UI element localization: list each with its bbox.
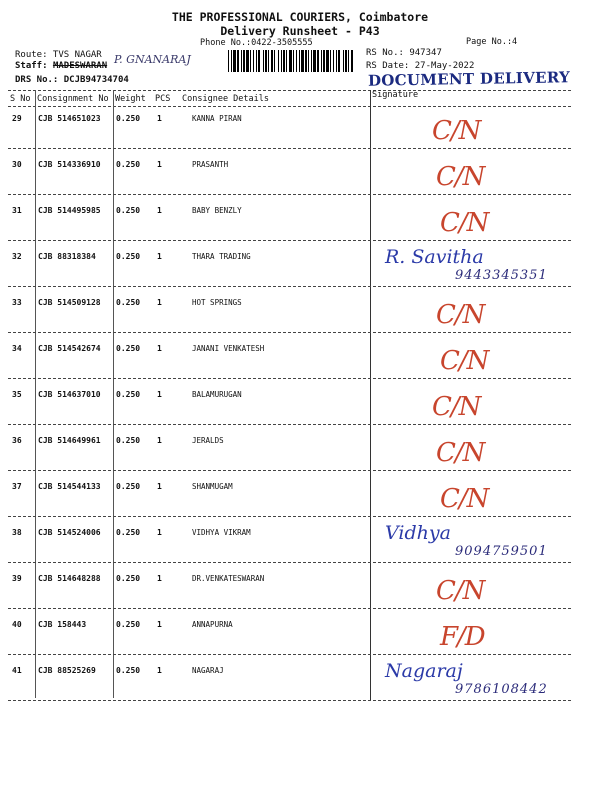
row-pcs: 1: [157, 436, 162, 445]
barcode-bar: [268, 50, 269, 72]
barcode-bar: [333, 50, 334, 72]
barcode-bar: [253, 50, 254, 72]
row-separator: [8, 700, 571, 701]
barcode-bar: [258, 50, 260, 72]
row-weight: 0.250: [116, 114, 141, 123]
row-sno: 38: [12, 528, 22, 537]
row-consignment-no: CJB 514544133: [38, 482, 101, 491]
col-header-pcs: PCS: [155, 94, 171, 104]
row-separator: [8, 424, 571, 425]
row-signature-mark: C/N: [436, 162, 485, 192]
row-signature-mark: C/N: [432, 392, 481, 422]
row-consignment-no: CJB 514651023: [38, 114, 101, 123]
barcode-bar: [243, 50, 245, 72]
row-consignment-no: CJB 514524006: [38, 528, 101, 537]
row-signature-mark: C/N: [436, 438, 485, 468]
row-consignment-no: CJB 514542674: [38, 344, 101, 353]
runsheet-title: Delivery Runsheet - P43: [220, 24, 380, 38]
row-weight: 0.250: [116, 620, 141, 629]
row-pcs: 1: [157, 298, 162, 307]
page-number: Page No.:4: [466, 37, 518, 47]
row-consignee: JANANI VENKATESH: [192, 344, 265, 353]
col-divider-2: [113, 90, 114, 698]
row-consignment-no: CJB 514648288: [38, 574, 101, 583]
row-consignee: VIDHYA VIKRAM: [192, 528, 251, 537]
row-separator: [8, 332, 571, 333]
barcode-bar: [343, 50, 344, 72]
barcode-bar: [336, 50, 337, 72]
drs-number: DRS No.: DCJB94734704: [15, 75, 129, 85]
row-pcs: 1: [157, 482, 162, 491]
row-sno: 32: [12, 252, 22, 261]
barcode-bar: [289, 50, 292, 72]
barcode-bar: [308, 50, 309, 72]
row-weight: 0.250: [116, 252, 141, 261]
barcode-bar: [313, 50, 316, 72]
barcode-bar: [233, 50, 236, 72]
row-signature-mark: C/N: [440, 346, 489, 376]
row-sno: 39: [12, 574, 22, 583]
row-separator: [8, 378, 571, 379]
row-signature-name: Nagaraj: [385, 660, 463, 682]
barcode-bar: [250, 50, 251, 72]
barcode-bar: [326, 50, 329, 72]
row-signature-name: Vidhya: [385, 522, 451, 544]
barcode-bar: [241, 50, 242, 72]
row-weight: 0.250: [116, 344, 141, 353]
barcode-bar: [293, 50, 294, 72]
row-pcs: 1: [157, 620, 162, 629]
row-consignee: BABY BENZLY: [192, 206, 242, 215]
barcode-bar: [246, 50, 249, 72]
row-sno: 31: [12, 206, 22, 215]
row-signature-mark: C/N: [436, 576, 485, 606]
row-consignment-no: CJB 514495985: [38, 206, 101, 215]
row-consignee: PRASANTH: [192, 160, 229, 169]
barcode-bar: [265, 50, 267, 72]
row-signature-mark: C/N: [432, 116, 481, 146]
row-signature-phone: 9786108442: [455, 682, 548, 697]
barcode-image: [228, 50, 354, 72]
barcode-bar: [338, 50, 340, 72]
row-pcs: 1: [157, 528, 162, 537]
row-pcs: 1: [157, 574, 162, 583]
row-weight: 0.250: [116, 574, 141, 583]
row-consignment-no: CJB 158443: [38, 620, 87, 629]
row-sno: 35: [12, 390, 22, 399]
row-separator: [8, 562, 571, 563]
row-consignment-no: CJB 514637010: [38, 390, 101, 399]
rs-date: RS Date: 27-May-2022: [366, 61, 475, 71]
barcode-bar: [345, 50, 347, 72]
row-signature-phone: 9443345351: [455, 268, 548, 283]
header-top-rule: [8, 90, 571, 91]
row-consignee: KANNA PIRAN: [192, 114, 242, 123]
staff-handwritten-name: P. GNANARAJ: [114, 53, 191, 66]
barcode-bar: [311, 50, 312, 72]
row-separator: [8, 654, 571, 655]
row-weight: 0.250: [116, 390, 141, 399]
row-signature-mark: C/N: [440, 208, 489, 238]
row-pcs: 1: [157, 252, 162, 261]
phone-number: Phone No.:0422-3505555: [200, 38, 313, 48]
row-pcs: 1: [157, 114, 162, 123]
barcode-bar: [271, 50, 273, 72]
row-consignment-no: CJB 514336910: [38, 160, 101, 169]
row-sno: 34: [12, 344, 22, 353]
row-consignment-no: CJB 514649961: [38, 436, 101, 445]
row-consignee: ANNAPURNA: [192, 620, 233, 629]
row-consignee: JERALDS: [192, 436, 224, 445]
row-weight: 0.250: [116, 298, 141, 307]
barcode-bar: [278, 50, 279, 72]
row-weight: 0.250: [116, 666, 141, 675]
barcode-bar: [348, 50, 349, 72]
row-separator: [8, 194, 571, 195]
barcode-bar: [305, 50, 307, 72]
barcode-bar: [256, 50, 257, 72]
row-consignment-no: CJB 514509128: [38, 298, 101, 307]
header-bottom-rule: [8, 106, 571, 107]
col-header-sno: S No: [10, 94, 31, 104]
barcode-bar: [228, 50, 229, 72]
col-header-weight: Weight: [115, 94, 146, 104]
row-sno: 33: [12, 298, 22, 307]
barcode-bar: [237, 50, 239, 72]
row-sno: 40: [12, 620, 22, 629]
col-header-signature: Signature: [372, 90, 419, 100]
row-consignee: BALAMURUGAN: [192, 390, 242, 399]
barcode-bar: [286, 50, 287, 72]
row-weight: 0.250: [116, 482, 141, 491]
row-separator: [8, 148, 571, 149]
row-sno: 41: [12, 666, 22, 675]
barcode-bar: [274, 50, 275, 72]
row-consignment-no: CJB 88525269: [38, 666, 96, 675]
row-weight: 0.250: [116, 206, 141, 215]
staff-label-text: Staff:: [15, 61, 48, 71]
company-title: THE PROFESSIONAL COURIERS, Coimbatore: [171, 10, 429, 24]
barcode-bar: [299, 50, 300, 72]
row-sno: 29: [12, 114, 22, 123]
row-separator: [8, 286, 571, 287]
barcode-bar: [281, 50, 282, 72]
col-header-consignment: Consignment No: [37, 94, 109, 104]
row-separator: [8, 608, 571, 609]
route-label: Route: TVS NAGAR: [15, 50, 102, 60]
barcode-bar: [317, 50, 319, 72]
row-pcs: 1: [157, 666, 162, 675]
row-consignee: DR.VENKATESWARAN: [192, 574, 265, 583]
col-divider-1: [35, 90, 36, 698]
row-sno: 36: [12, 436, 22, 445]
row-separator: [8, 470, 571, 471]
row-separator: [8, 240, 571, 241]
row-consignment-no: CJB 88318384: [38, 252, 96, 261]
row-consignee: THARA TRADING: [192, 252, 251, 261]
document-delivery-stamp: DOCUMENT DELIVERY: [367, 68, 571, 90]
row-consignee: HOT SPRINGS: [192, 298, 242, 307]
row-sno: 30: [12, 160, 22, 169]
barcode-bar: [283, 50, 285, 72]
row-pcs: 1: [157, 344, 162, 353]
barcode-bar: [231, 50, 232, 72]
barcode-bar: [301, 50, 304, 72]
barcode-bar: [330, 50, 331, 72]
row-pcs: 1: [157, 206, 162, 215]
barcode-bar: [351, 50, 353, 72]
col-header-details: Consignee Details: [182, 94, 269, 104]
barcode-bar: [296, 50, 297, 72]
row-consignee: NAGARAJ: [192, 666, 224, 675]
row-sno: 37: [12, 482, 22, 491]
row-pcs: 1: [157, 390, 162, 399]
staff-name: MADESWARAN: [52, 61, 108, 71]
rs-number: RS No.: 947347: [366, 48, 442, 58]
row-separator: [8, 516, 571, 517]
staff-label: [15, 61, 107, 71]
row-pcs: 1: [157, 160, 162, 169]
row-weight: 0.250: [116, 160, 141, 169]
barcode-bar: [323, 50, 325, 72]
row-weight: 0.250: [116, 528, 141, 537]
row-signature-mark: C/N: [440, 484, 489, 514]
row-weight: 0.250: [116, 436, 141, 445]
row-signature-mark: F/D: [440, 622, 485, 652]
row-consignee: SHANMUGAM: [192, 482, 233, 491]
barcode-bar: [321, 50, 322, 72]
row-signature-phone: 9094759501: [455, 544, 548, 559]
barcode-bar: [263, 50, 264, 72]
row-signature-name: R. Savitha: [385, 246, 484, 268]
row-signature-mark: C/N: [436, 300, 485, 330]
